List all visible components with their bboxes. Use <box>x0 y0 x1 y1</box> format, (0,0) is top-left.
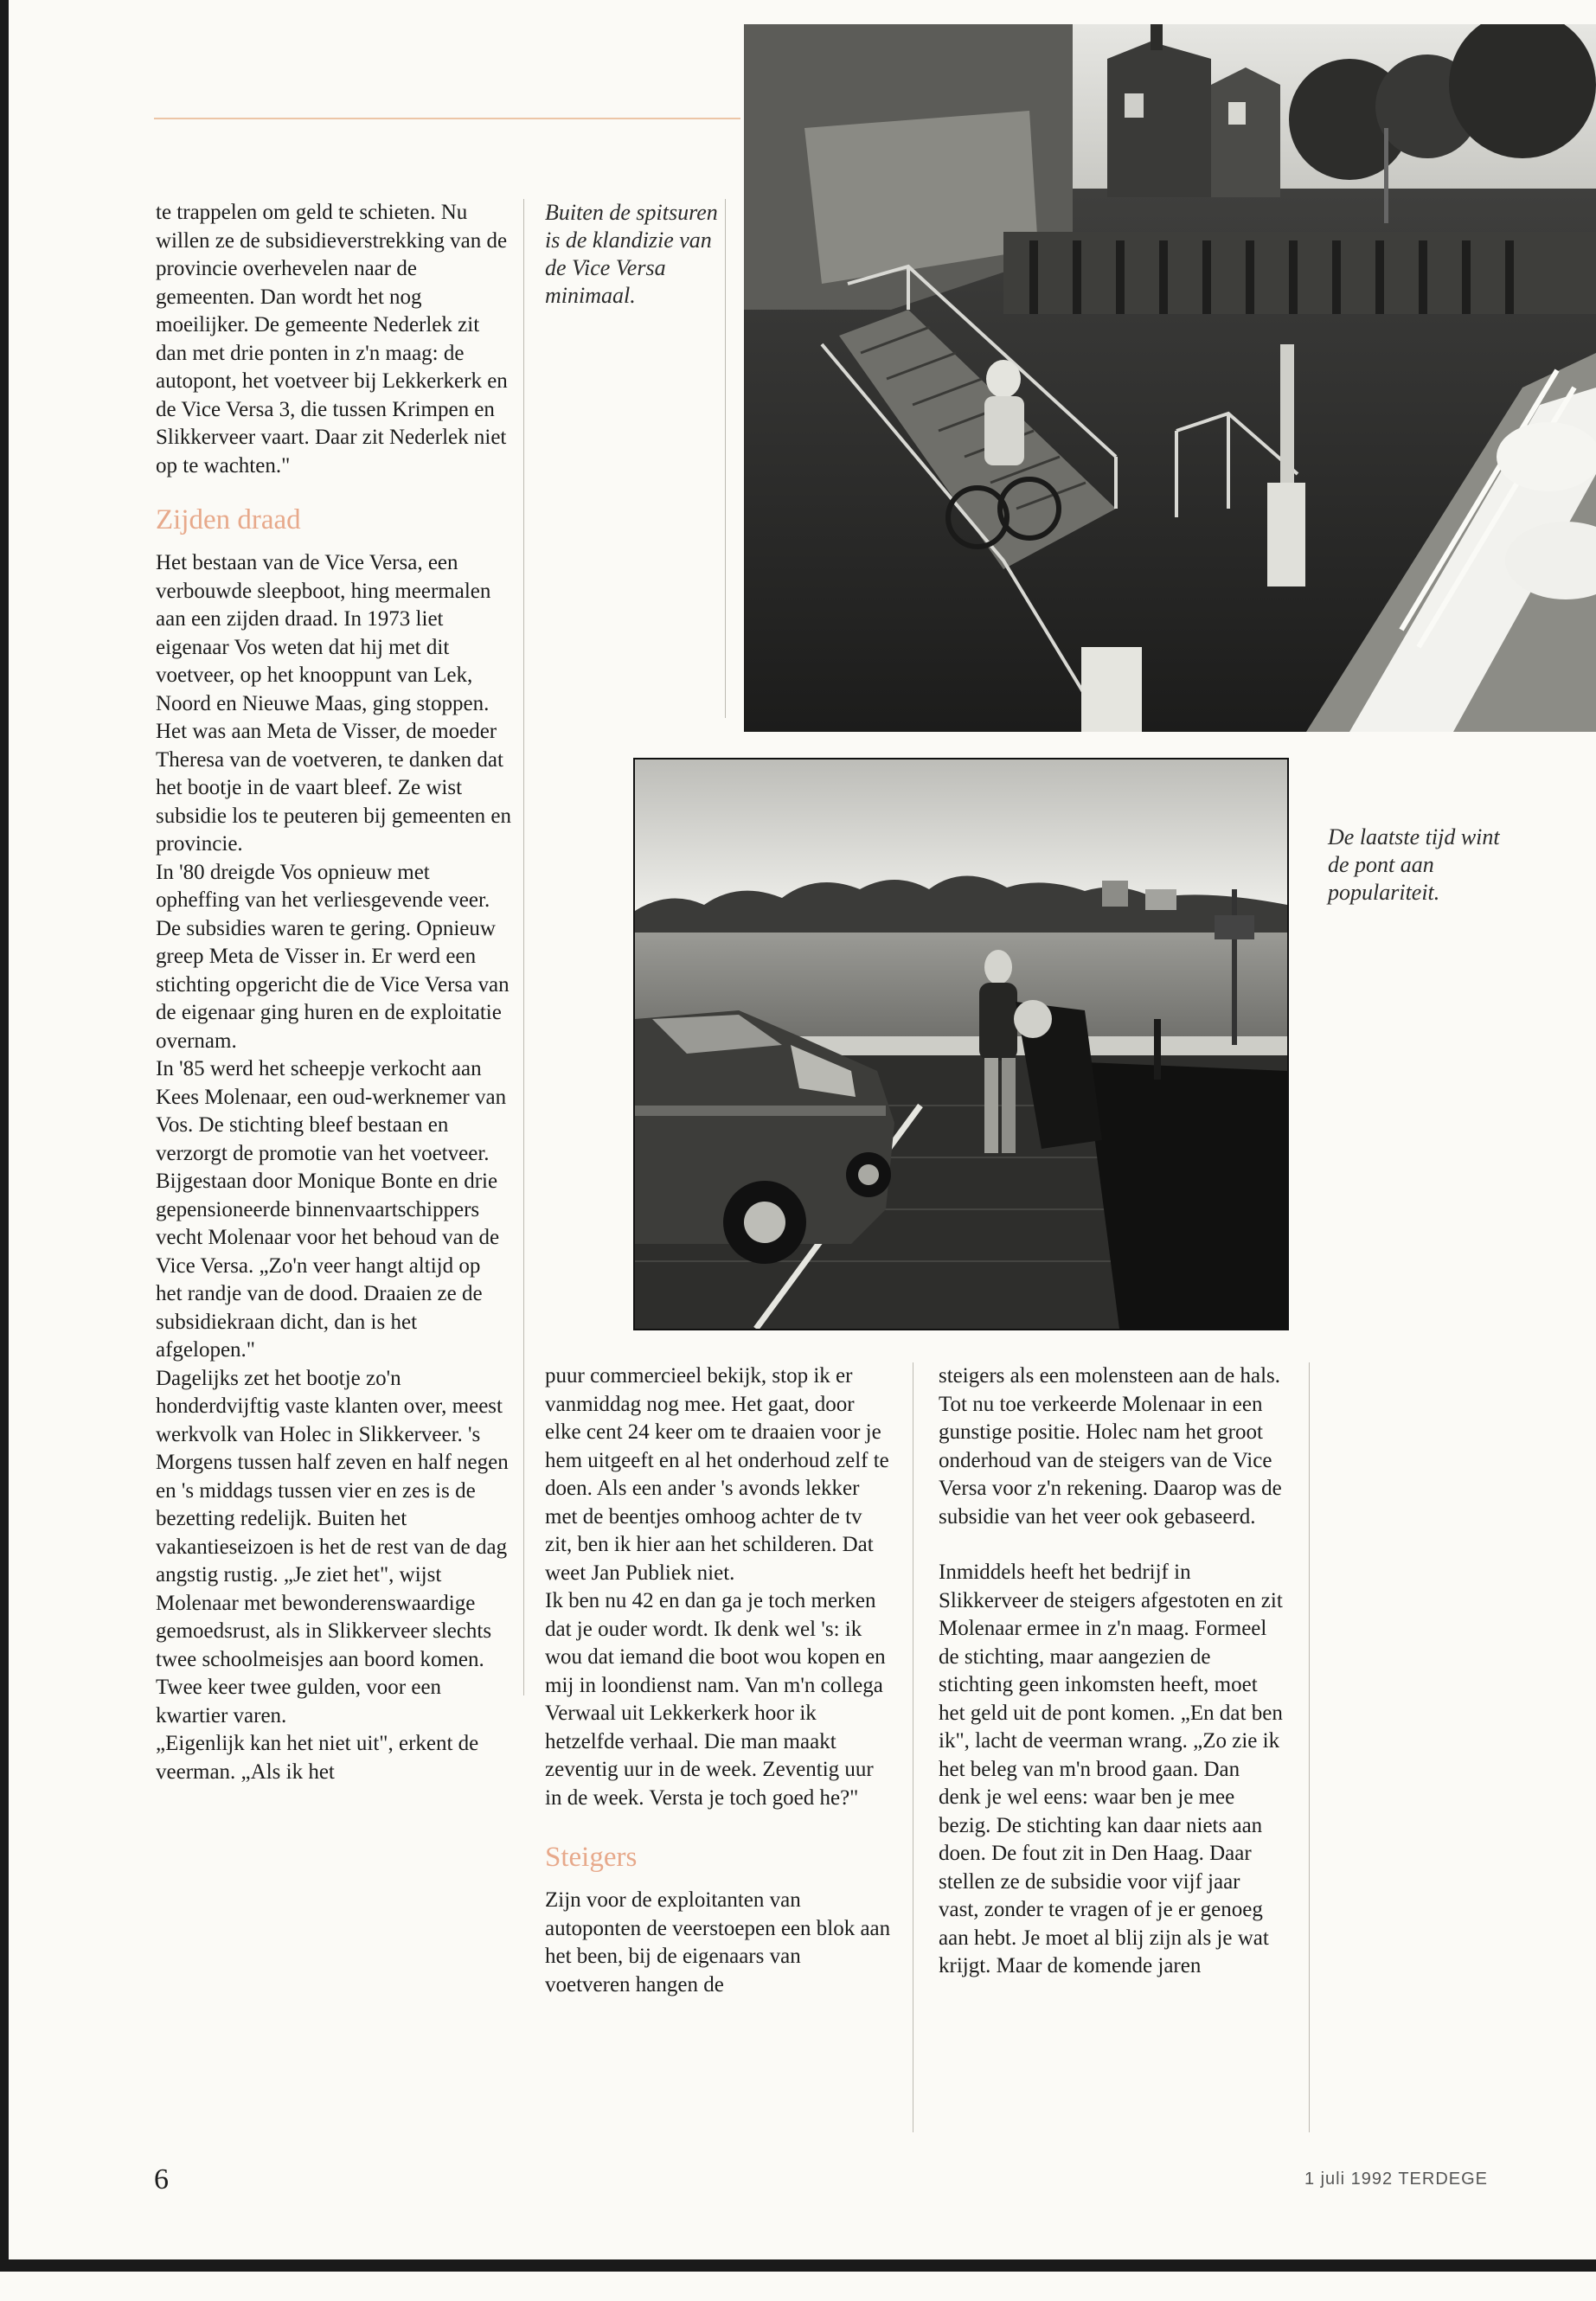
paragraph: „Eigenlijk kan het niet uit", erkent de veerman. „Als ik het <box>156 1732 479 1784</box>
paragraph: puur commercieel bekijk, stop ik er vanmiddag nog mee. Het gaat, door elke cent 24 keer om te draaien voor je hem uitgeeft en al het onderhoud zelf te doen. Als een ander 's avonds lekker met de beentjes omhoog achter de tv zit, ben ik hier aan het schilderen. Dat weet Jan Publiek niet. <box>545 1364 889 1585</box>
paragraph: steigers als een molensteen aan de hals. Tot nu toe verkeerde Molenaar in een gunstige positie. Holec nam het groot onderhoud van de steigers van de Vice Versa voor z'n rekening. Daarop was de subsidie van het veer ook gebaseerd. <box>939 1364 1282 1529</box>
page-edge-left <box>0 0 9 2271</box>
page-edge-bottom <box>0 2259 1596 2272</box>
header-accent-rule <box>154 118 740 119</box>
column-divider <box>725 199 726 718</box>
paragraph: Zijn voor de exploitanten van autoponten de veerstoepen een blok aan het been, bij de eigenaars van voetveren hangen de <box>545 1888 891 1997</box>
paragraph: Dagelijks zet het bootje zo'n honderdvijftig vaste klanten over, meest werkvolk van Holec in Slikkerveer. 's Morgens tussen half zeven en half negen en 's middags tussen vier en zes is de bezetting redelijk. Buiten het vakantieseizoen is het de rest van de dag angstig rustig. „Je ziet het", wijst Molenaar met bewonderenswaardige gemoedsrust, als in Slikkerveer slechts twee schoolmeisjes aan boord komen. Twee keer twee gulden, voor een kwartier varen. <box>156 1366 509 1727</box>
photo-ferry-gangway <box>744 24 1596 732</box>
photo-ferry-deck-car <box>633 758 1289 1330</box>
issue-date-publication: 1 juli 1992 TERDEGE <box>1304 2170 1488 2189</box>
paragraph: In '85 werd het scheepje verkocht aan Kees Molenaar, een oud-werknemer van Vos. De stichting bleef bestaan en verzorgt de promotie van het voetveer. Bijgestaan door Monique Bonte en drie gepensioneerde binnenvaartschippers vecht Molenaar voor het behoud van de Vice Versa. „Zo'n veer hangt altijd op het randje van de dood. Draaien ze de subsidiekraan dicht, dan is het afgelopen." <box>156 1057 507 1362</box>
paragraph: te trappelen om geld te schieten. Nu willen ze de subsidieverstrekking van de provincie overhevelen naar de gemeenten. Dan wordt het nog moeilijker. De gemeente Nederlek zit dan met drie ponten in z'n maag: de autopont, het voetveer bij Lekkerkerk en de Vice Versa 3, die tussen Krimpen en Slikkerveer vaart. Daar zit Nederlek niet op te wachten." <box>156 201 508 478</box>
subheading-steigers: Steigers <box>545 1842 638 1873</box>
paragraph: Het bestaan van de Vice Versa, een verbouwde sleepboot, hing meermalen aan een zijden draad. In 1973 liet eigenaar Vos weten dat hij met dit voetveer, op het knooppunt van Lek, Noord en Nieuwe Maas, ging stoppen. Het was aan Meta de Visser, de moeder Theresa van de voetveren, te danken dat het bootje in de vaart bleef. Ze wist subsidie los te peuteren bij gemeenten en provincie. <box>156 551 511 856</box>
page-number: 6 <box>154 2163 169 2195</box>
column-divider <box>523 199 524 1695</box>
photo-caption-middle: De laatste tijd wint de pont aan populariteit. <box>1328 824 1500 905</box>
photo-caption-top: Buiten de spitsuren is de klandizie van de Vice Versa minimaal. <box>545 200 718 308</box>
paragraph: In '80 dreigde Vos opnieuw met opheffing van het verliesgevende veer. De subsidies waren te gering. Opnieuw greep Meta de Visser in. Er werd een stichting opgericht die de Vice Versa van de eigenaar ging huren en de exploitatie overnam. <box>156 860 510 1053</box>
article-column-3 <box>939 1362 1285 1981</box>
paragraph: Ik ben nu 42 en dan ga je toch merken dat je ouder wordt. Ik denk wel 's: ik wou dat iemand die boot wou kopen en mij in loondienst nam. Van m'n collega Verwaal uit Lekkerkerk hoor ik hetzelfde verhaal. Die man maakt zeventig uur in de week. Zeventig uur in de week. Versta je toch goed he?" <box>545 1589 886 1810</box>
column-divider <box>1309 1362 1310 2132</box>
subheading-zijden-draad: Zijden draad <box>156 504 301 535</box>
paragraph: Inmiddels heeft het bedrijf in Slikkerveer de steigers afgestoten en zit Molenaar ermee in z'n maag. Formeel de stichting, maar aangezien de stichting geen inkomsten heeft, moet het geld uit de pont komen. „En dat ben ik", lacht de veerman wrang. „Zo zie ik het beleg van m'n brood gaan. Dan denk je wel eens: waar ben je mee bezig. De stichting kan daar niets aan doen. De fout zit in Den Haag. Daar stellen ze de subsidie voor vijf jaar vast, zonder te vragen of je er genoeg aan hebt. Je moet al blij zijn als je wat krijgt. Maar de komende jaren <box>939 1561 1283 1977</box>
article-column-2 <box>545 1362 891 1999</box>
article-column-1 <box>156 199 512 1786</box>
